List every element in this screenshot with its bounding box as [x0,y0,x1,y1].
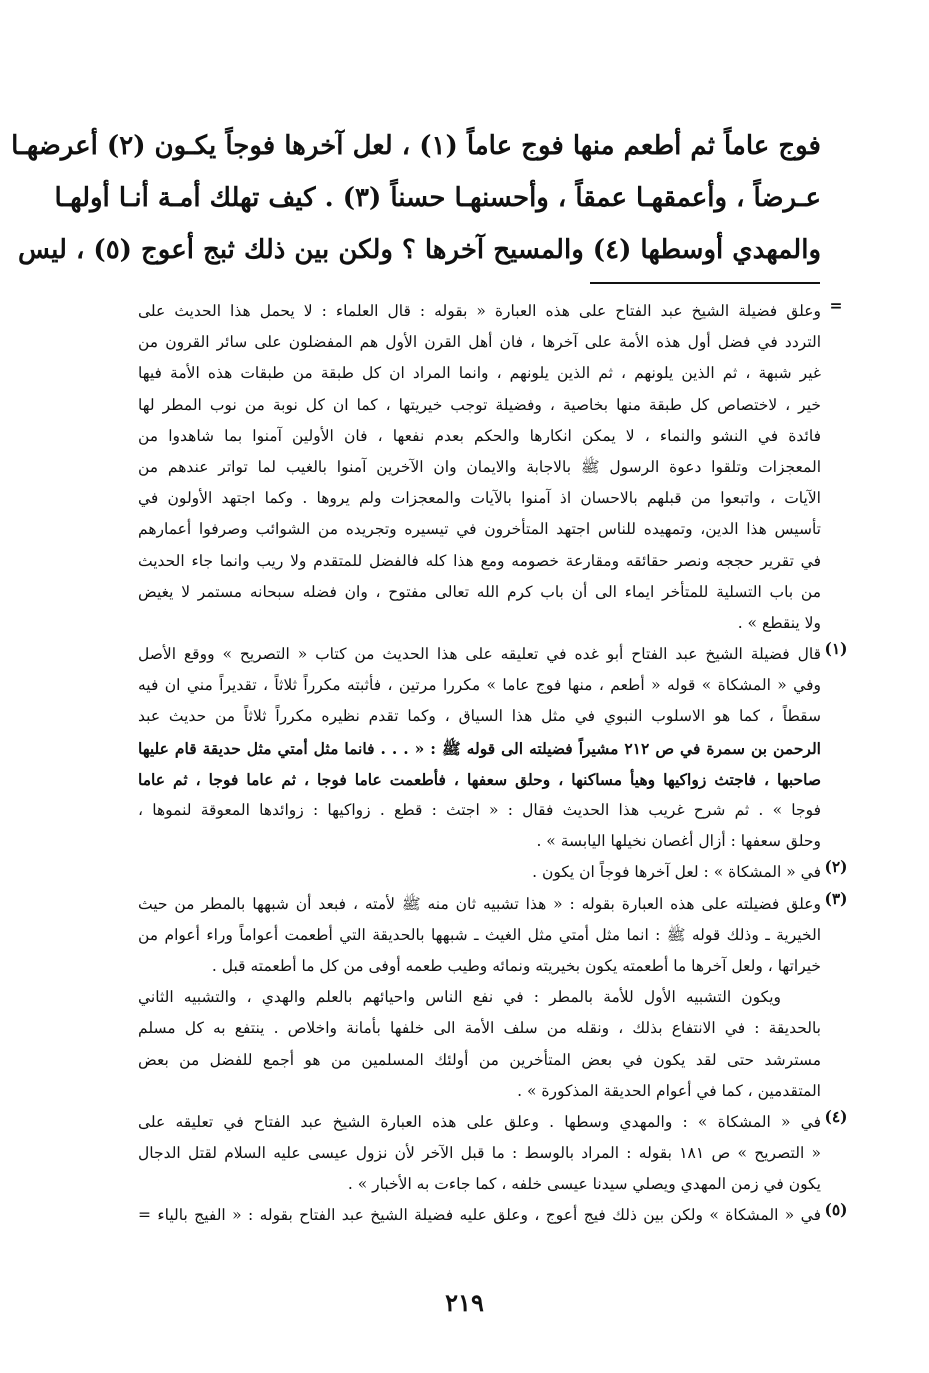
footnote-line: وحلق سعفها : أزال أغصان نخيلها اليابسة » . [536,832,821,851]
main-text-line: عـرضاً ، وأعمقهـا عمقاً ، وأحسنهـا حسناً (٣) . كيف تهلك أمـة أنـا أولهـا [54,183,821,213]
footnote-line: وفي « المشكاة » قوله « أطعم ، منها فوج عاما » مكررا مرتين ، فأثبته مكرراً ثلاثاً ، تقديراً مني ان فيه [138,676,821,695]
footnote-line: صاحبها ، فاجتث زواكيها وهيأ مساكنها ، وحلق سعفها ، فأطعمت عاما فوجا ، ثم عاما فوجا ، ثم عاما [138,769,821,789]
footnote-3 [138,888,848,1107]
footnote-line: في تقرير حججه ونصر حقائقه ومقارعة خصومه ومع هذا كله فالفضل للمتقدم ولا ريب وانما جاء الحديث [138,551,821,570]
footnote-continued-marker: = [829,296,843,315]
footnote-marker: (٣) [824,888,848,908]
footnote-continued [138,296,843,639]
footnote-marker: (٤) [824,1106,848,1126]
main-text-line: والمهدي أوسطها (٤) والمسيح آخرها ؟ ولكن بين ذلك ثبج أعوج (٥) ، ليس [17,235,821,265]
footnote-line: من باب التسلية للمتأخر ايماء الى أن باب كرم الله تعالى مفتوح ، وان فضله سبحانه مستمر لا يغيض [138,582,821,601]
footnote-line: تأسيس هذا الدين، وتمهيده للناس اجتهد المتأخرون في تيسيره وتجريده من الشوائب وصرفوا أعمارهم [138,520,821,539]
footnote-line: المعجزات وتلقوا دعوة الرسول ﷺ بالاجابة والايمان وان الآخرين آمنوا بالغيب لما تواتر عندهم من [138,457,821,476]
footnote-line: بالحديقة : في الانتفاع بذلك ، ونقله من سلف الأمة الى خلفها بأمانة واخلاص . ينتفع به كل مسلم [138,1019,821,1038]
footnote-line: « التصريح » ص ١٨١ بقوله : المراد بالوسط : ما قبل الآخر لأن نزول عيسى عليه السلام لقتل الدجال [138,1144,821,1163]
footnote-separator [590,282,820,284]
footnote-line: في « المشكاة » : لعل آخرها فوجاً ان يكون . [532,863,821,882]
footnote-4 [138,1106,848,1201]
footnotes-section [138,296,848,1232]
footnote-5 [138,1200,848,1231]
footnote-line: الرحمن بن سمرة في ص ٢١٢ مشيراً فضيلته الى قوله ﷺ : « . . . فانما مثل أمتي مثل حديقة قام عليها [138,738,821,758]
main-text-line: فوج عاماً ثم أطعم منها فوج عاماً (١) ، لعل آخرها فوجاً يكـون (٢) أعرضهـا [11,131,821,161]
footnote-line: التردد في فضل أول هذه الأمة على آخرها ، فان أهل القرن الأول هم المفضلون على سائر القرون من [138,333,821,352]
footnote-line: في « المشكاة » ولكن بين ذلك فيج أعوج ، وعلق عليه فضيلة الشيخ عبد الفتاح بقوله : « الفيج بالياء = [138,1206,821,1225]
footnote-line: المتقدمين ، كما في أعوام الحديقة المذكورة » . [517,1081,821,1100]
page-number: ٢١٩ [445,1288,484,1317]
footnote-line: سقطاً ، كما هو الاسلوب النبوي في مثل هذا السياق ، وكما تقدم نظيره مكرراً ثلاثاً من حديث عبد [138,707,821,726]
footnote-line: وعلق فضيلته على هذه العبارة بقوله : « هذا تشبيه ثان منه ﷺ لأمته ، فبعد أن شبهها بالمطر من حيث [138,894,821,913]
footnote-marker: (٢) [824,857,848,877]
footnote-line: في « المشكاة » : والمهدي وسطها . وعلق على هذه العبارة الشيخ عبد الفتاح في تعليقه على [138,1112,821,1131]
footnote-line: خير ، لاختصاص كل طبقة منها بخاصية ، وفضيلة توجب خيريتها ، كما ان كل نوبة من نوب المطر لها [138,395,821,414]
footnote-line: غير شبهة ، ثم الذين يلونهم ، ثم الذين يلونهم ، وانما المراد ان كل طبقة من طبقات هذه الأمة فيها [138,364,821,383]
footnote-line: قال فضيلة الشيخ عبد الفتاح أبو غده في تعليقه على هذا الحديث من كتاب « التصريح » ووقع الأصل [138,645,821,664]
footnote-line: ولا ينقطع » . [737,613,821,632]
footnote-line: وعلق فضيلة الشيخ عبد الفتاح على هذه العبارة « بقوله : قال العلماء : لا يحمل هذا الحديث على [138,302,821,320]
footnote-line: خيراتها ، ولعل آخرها ما أطعمته يكون بخيريته ونمائه وطيب طعمه أوفى من كل ما أطعمته قبل . [211,956,821,975]
footnote-1 [138,639,848,857]
main-text-block [11,120,821,276]
footnote-line: يكون في زمن المهدي ويصلي سيدنا عيسى خلفه ، كما جاءت به الأخبار » . [347,1175,821,1194]
footnote-line: الآيات ، واتبعوا من قبلهم بالاحسان اذ آمنوا بالآيات والمعجزات ولم يروها . وكما اجتهد الأولون في [138,489,821,508]
footnote-line: ويكون التشبيه الأول للأمة بالمطر : في نفع الناس واحيائهم بالعلم والهدي ، والتشبيه الثاني [138,988,781,1007]
footnote-line: مسترشد حتى لقد يكون في بعض المتأخرين من أولئك المسلمين من هو أجمع للفضل من بعض [138,1050,821,1069]
footnote-line: فائدة في النشو والنماء ، لا يمكن انكارها والحكم بعدم نفعها ، فان الأولين آمنوا بما شاهدوا من [138,426,821,445]
footnote-line: فوجا » . ثم شرح غريب هذا الحديث فقال : « اجتث : قطع . زواكيها : زوائدها المعوقة لنموها ، [138,801,821,819]
footnote-marker: (١) [824,639,848,659]
footnote-marker: (٥) [824,1200,848,1220]
footnote-line: الخيرية ـ وذلك قوله ﷺ : انما مثل أمتي مثل الغيث ـ شبهها بالحديقة التي أطعمت أعواماً وراء أعوام من [138,925,821,944]
footnote-2 [138,857,848,888]
